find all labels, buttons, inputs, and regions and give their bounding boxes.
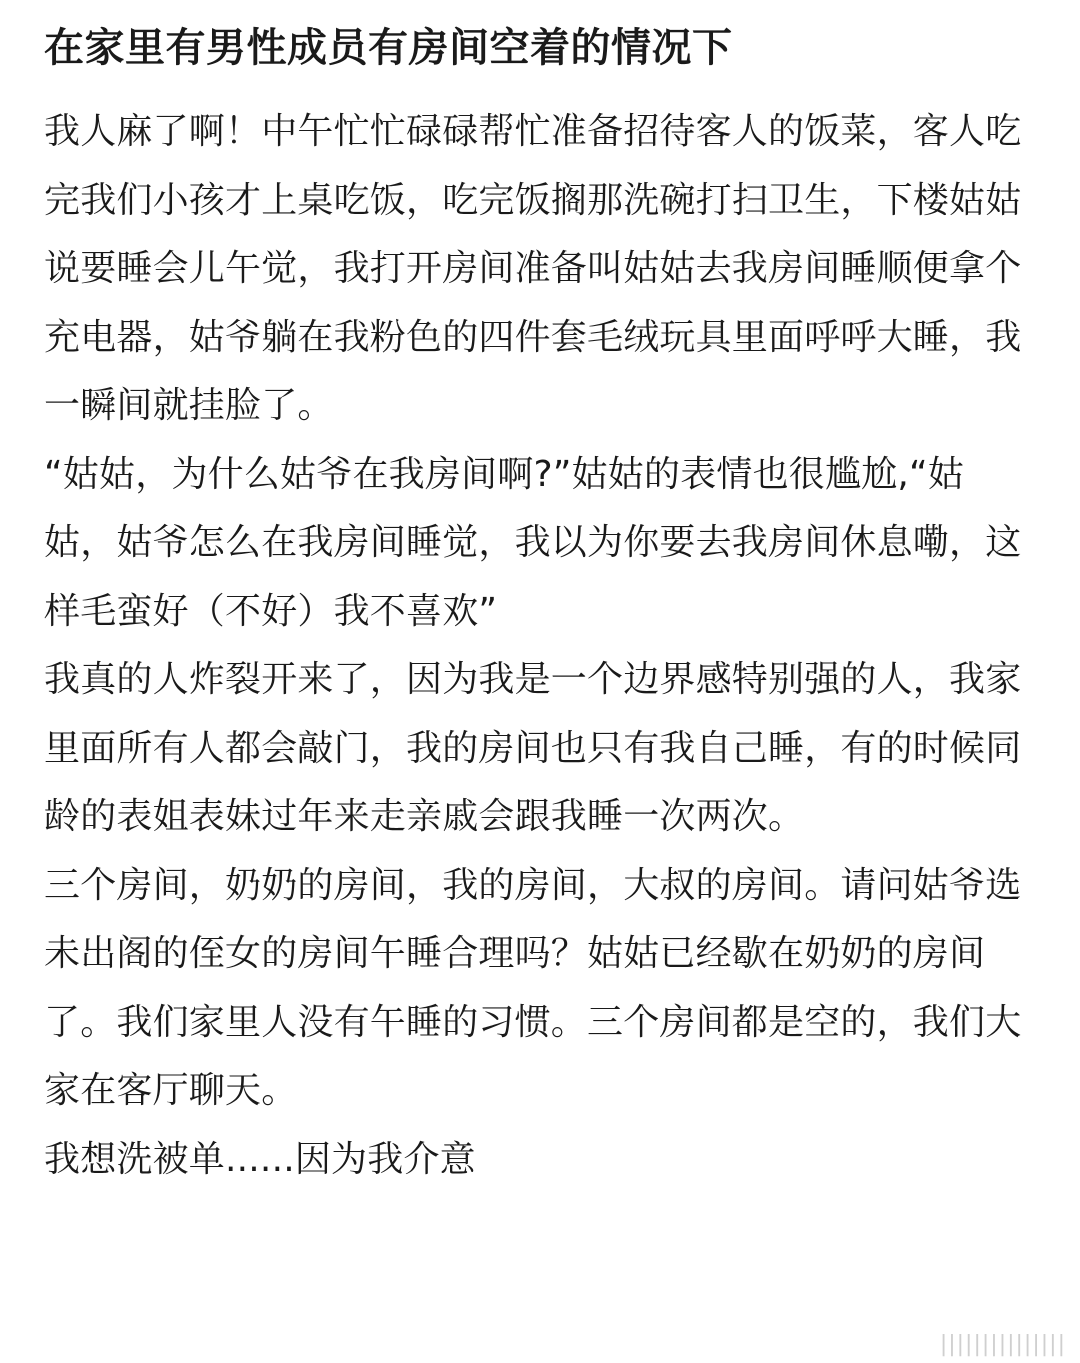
watermark: ||||||||||||||| — [939, 1332, 1066, 1357]
paragraph-1: 我人麻了啊！中午忙忙碌碌帮忙准备招待客人的饭菜，客人吃完我们小孩才上桌吃饭，吃完饭搁那洗碗打扫卫生，下楼姑姑说要睡会儿午觉，我打开房间准备叫姑姑去我房间睡顺便拿个充电器，姑爷躺在我粉色的四件套毛绒玩具里面呼呼大睡，我一瞬间就挂脸了。 — [44, 111, 1022, 426]
paragraph-4: 三个房间，奶奶的房间，我的房间，大叔的房间。请问姑爷选未出阁的侄女的房间午睡合理吗？姑姑已经歇在奶奶的房间了。我们家里人没有午睡的习惯。三个房间都是空的，我们大家在客厅聊天。 — [44, 864, 1022, 1111]
paragraph-3: 我真的人炸裂开来了，因为我是一个边界感特别强的人，我家里面所有人都会敲门，我的房间也只有我自己睡，有的时候同龄的表姐表妹过年来走亲戚会跟我睡一次两次。 — [44, 659, 1022, 837]
post-content — [44, 18, 1034, 1194]
paragraph-5: 我想洗被单......因为我介意 — [44, 1138, 476, 1180]
paragraph-2: “姑姑，为什么姑爷在我房间啊?”姑姑的表情也很尴尬,“姑姑，姑爷怎么在我房间睡觉，我以为你要去我房间休息嘞，这样毛蛮好（不好）我不喜欢” — [44, 453, 1022, 632]
post-title: 在家里有男性成员有房间空着的情况下 — [44, 25, 733, 71]
post-body — [44, 98, 1034, 1194]
